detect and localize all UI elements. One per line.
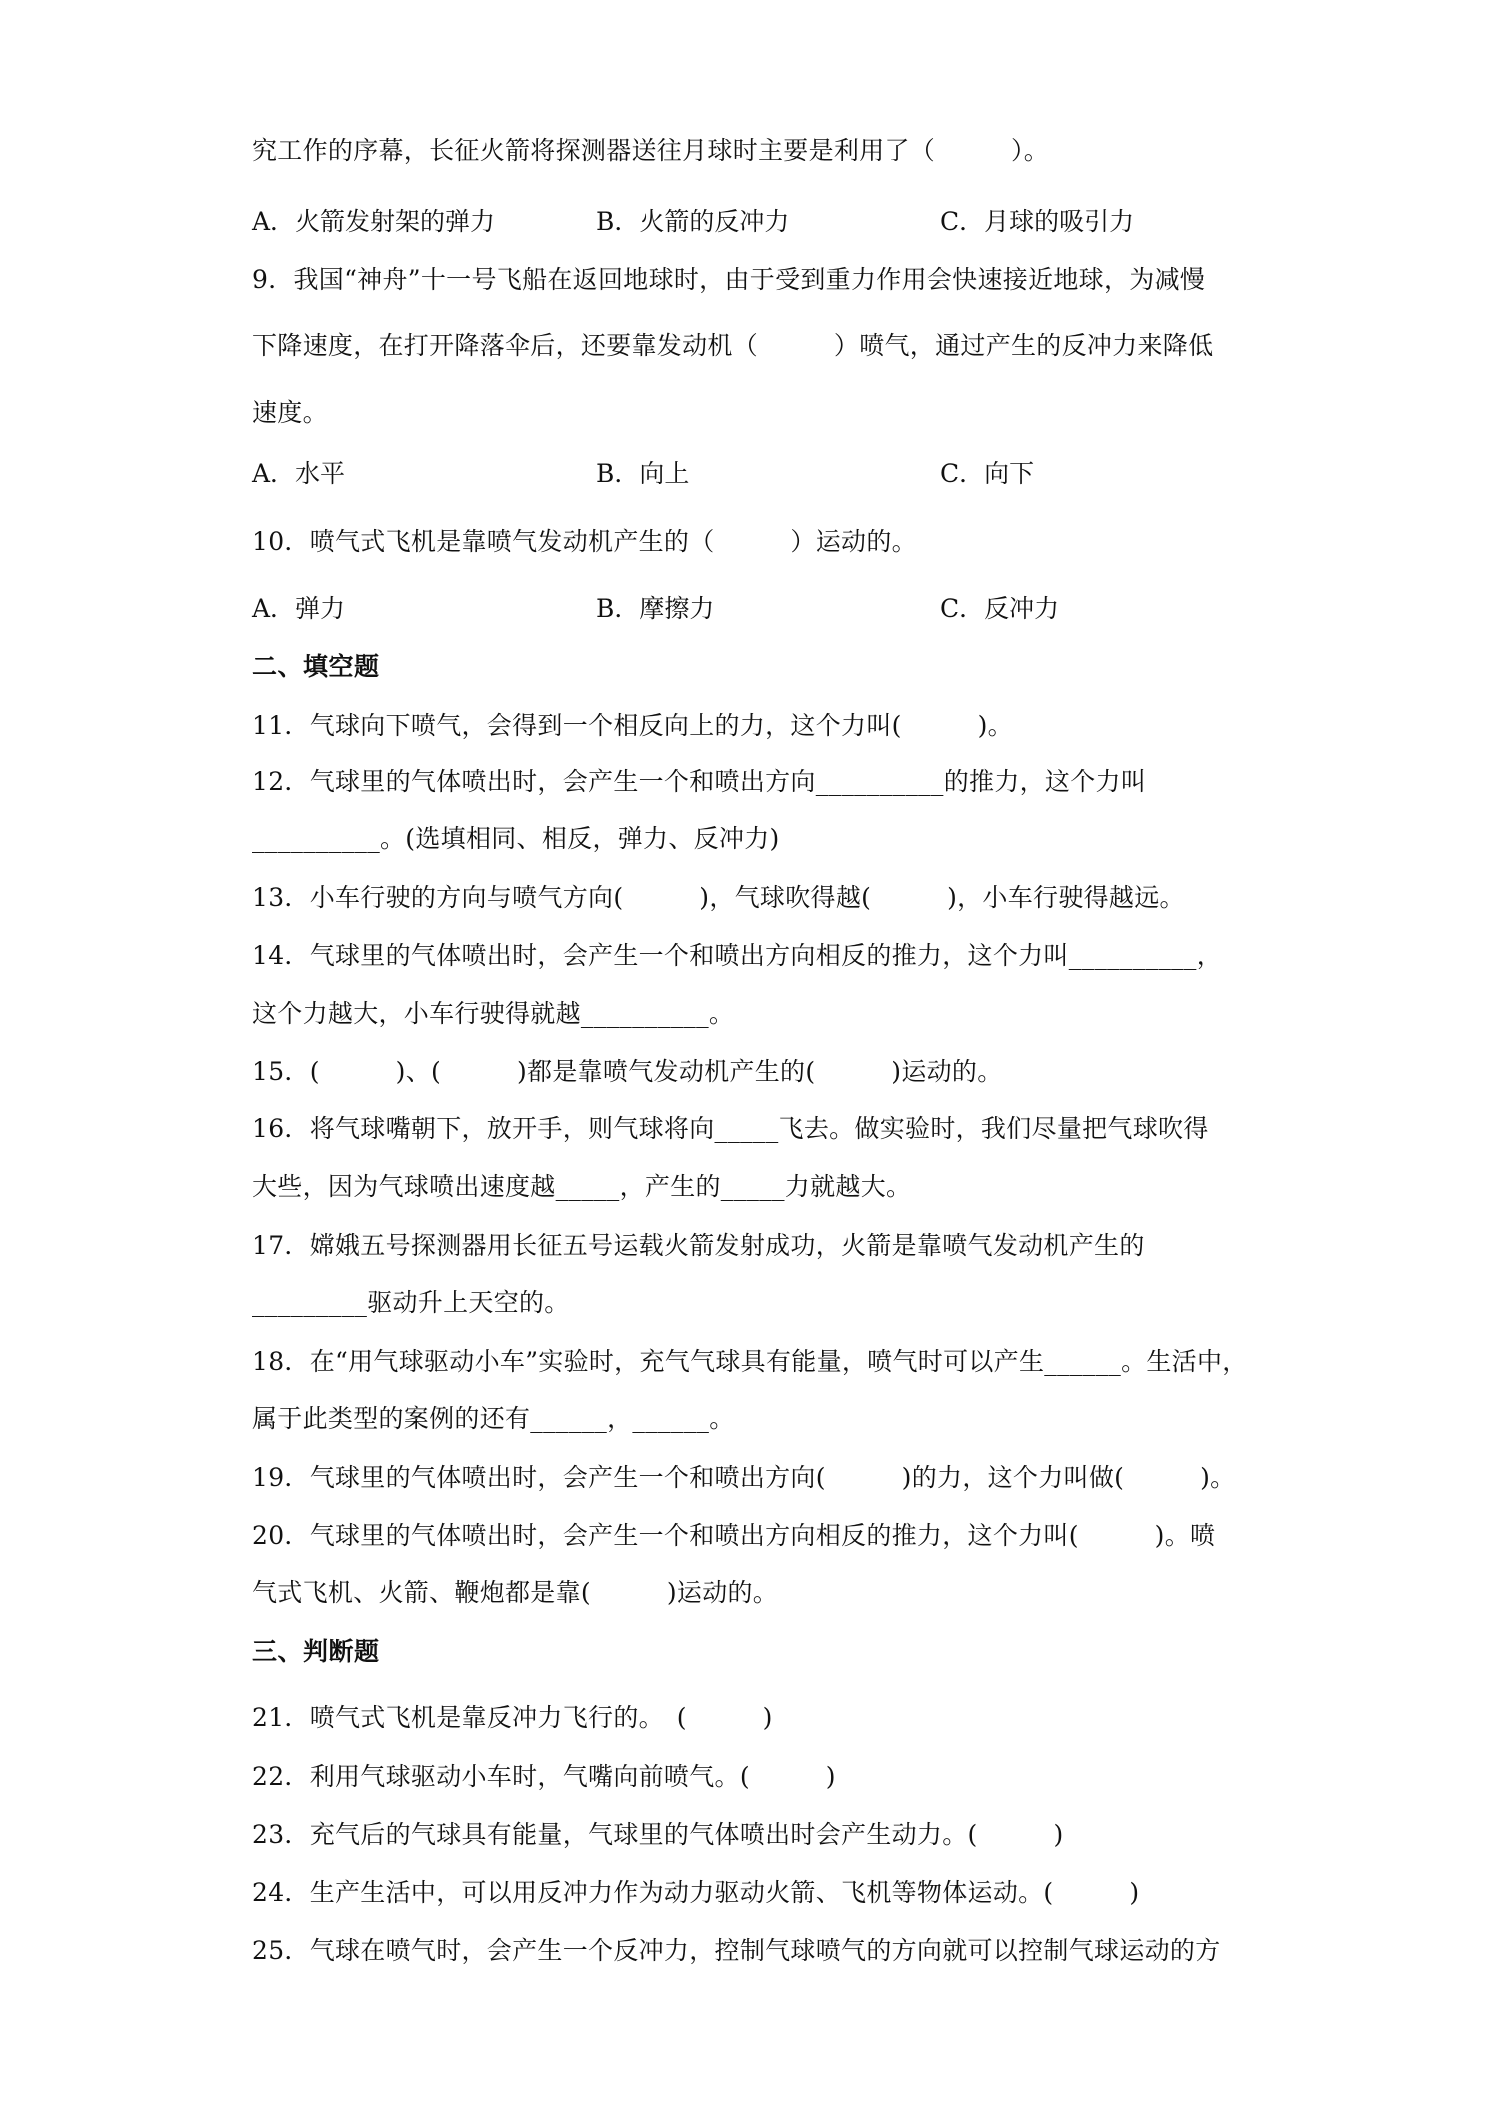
q22-text: 22．利用气球驱动小车时，气嘴向前喷气。( ) [252,1762,836,1791]
q17-text-line1: 17．嫦娥五号探测器用长征五号运载火箭发射成功，火箭是靠喷气发动机产生的 [252,1231,1145,1260]
q10-option-a: A．弹力 [252,594,346,623]
section-true-false-heading: 三、判断题 [252,1637,380,1666]
section-fill-in-heading: 二、填空题 [252,652,380,681]
q8-option-c: C．月球的吸引力 [940,207,1135,236]
q12-text-line2: __________。(选填相同、相反，弹力、反冲力) [252,824,780,853]
q24-text: 24．生产生活中，可以用反冲力作为动力驱动火箭、飞机等物体运动。( ) [252,1878,1140,1907]
q10-option-c: C．反冲力 [940,594,1060,623]
q18-text-line2: 属于此类型的案例的还有______，______。 [252,1404,735,1433]
q18-text-line1: 18．在“用气球驱动小车”实验时，充气气球具有能量，喷气时可以产生______。生活中， [252,1347,1248,1376]
q15-text: 15．( )、( )都是靠喷气发动机产生的( )运动的。 [252,1057,1003,1086]
q14-text-line2: 这个力越大，小车行驶得就越__________。 [252,999,735,1028]
q8-option-a: A．火箭发射架的弹力 [252,207,496,236]
q11-text: 11．气球向下喷气，会得到一个相反向上的力，这个力叫( )。 [252,711,1013,740]
q23-text: 23．充气后的气球具有能量，气球里的气体喷出时会产生动力。( ) [252,1820,1064,1849]
q13-text: 13．小车行驶的方向与喷气方向( )，气球吹得越( )，小车行驶得越远。 [252,883,1185,912]
q10-option-b: B．摩擦力 [596,594,715,623]
q16-text-line1: 16．将气球嘴朝下，放开手，则气球将向_____飞去。做实验时，我们尽量把气球吹得 [252,1114,1209,1143]
q9-text-line2: 下降速度，在打开降落伞后，还要靠发动机（ ）喷气，通过产生的反冲力来降低 [252,331,1214,360]
q21-text: 21．喷气式飞机是靠反冲力飞行的。 ( ) [252,1703,773,1732]
q16-text-line2: 大些，因为气球喷出速度越_____，产生的_____力就越大。 [252,1172,912,1201]
q19-text: 19．气球里的气体喷出时，会产生一个和喷出方向( )的力，这个力叫做( )。 [252,1463,1236,1492]
q9-option-c: C．向下 [940,459,1035,488]
q12-text-line1: 12．气球里的气体喷出时，会产生一个和喷出方向__________的推力，这个力叫 [252,767,1147,796]
q8-option-b: B．火箭的反冲力 [596,207,790,236]
q17-text-line2: _________驱动升上天空的。 [252,1288,570,1317]
q9-text-line1: 9．我国“神舟”十一号飞船在返回地球时，由于受到重力作用会快速接近地球，为减慢 [252,265,1206,294]
q8-text: 究工作的序幕，长征火箭将探测器送往月球时主要是利用了（ ）。 [252,136,1050,165]
q14-text-line1: 14．气球里的气体喷出时，会产生一个和喷出方向相反的推力，这个力叫__________， [252,941,1223,970]
q10-text: 10．喷气式飞机是靠喷气发动机产生的（ ）运动的。 [252,527,917,556]
q9-text-line3: 速度。 [252,398,328,427]
q9-option-a: A．水平 [252,459,346,488]
q20-text-line2: 气式飞机、火箭、鞭炮都是靠( )运动的。 [252,1578,779,1607]
q9-option-b: B．向上 [596,459,690,488]
q20-text-line1: 20．气球里的气体喷出时，会产生一个和喷出方向相反的推力，这个力叫( )。喷 [252,1521,1216,1550]
q25-text: 25．气球在喷气时，会产生一个反冲力，控制气球喷气的方向就可以控制气球运动的方 [252,1936,1221,1965]
